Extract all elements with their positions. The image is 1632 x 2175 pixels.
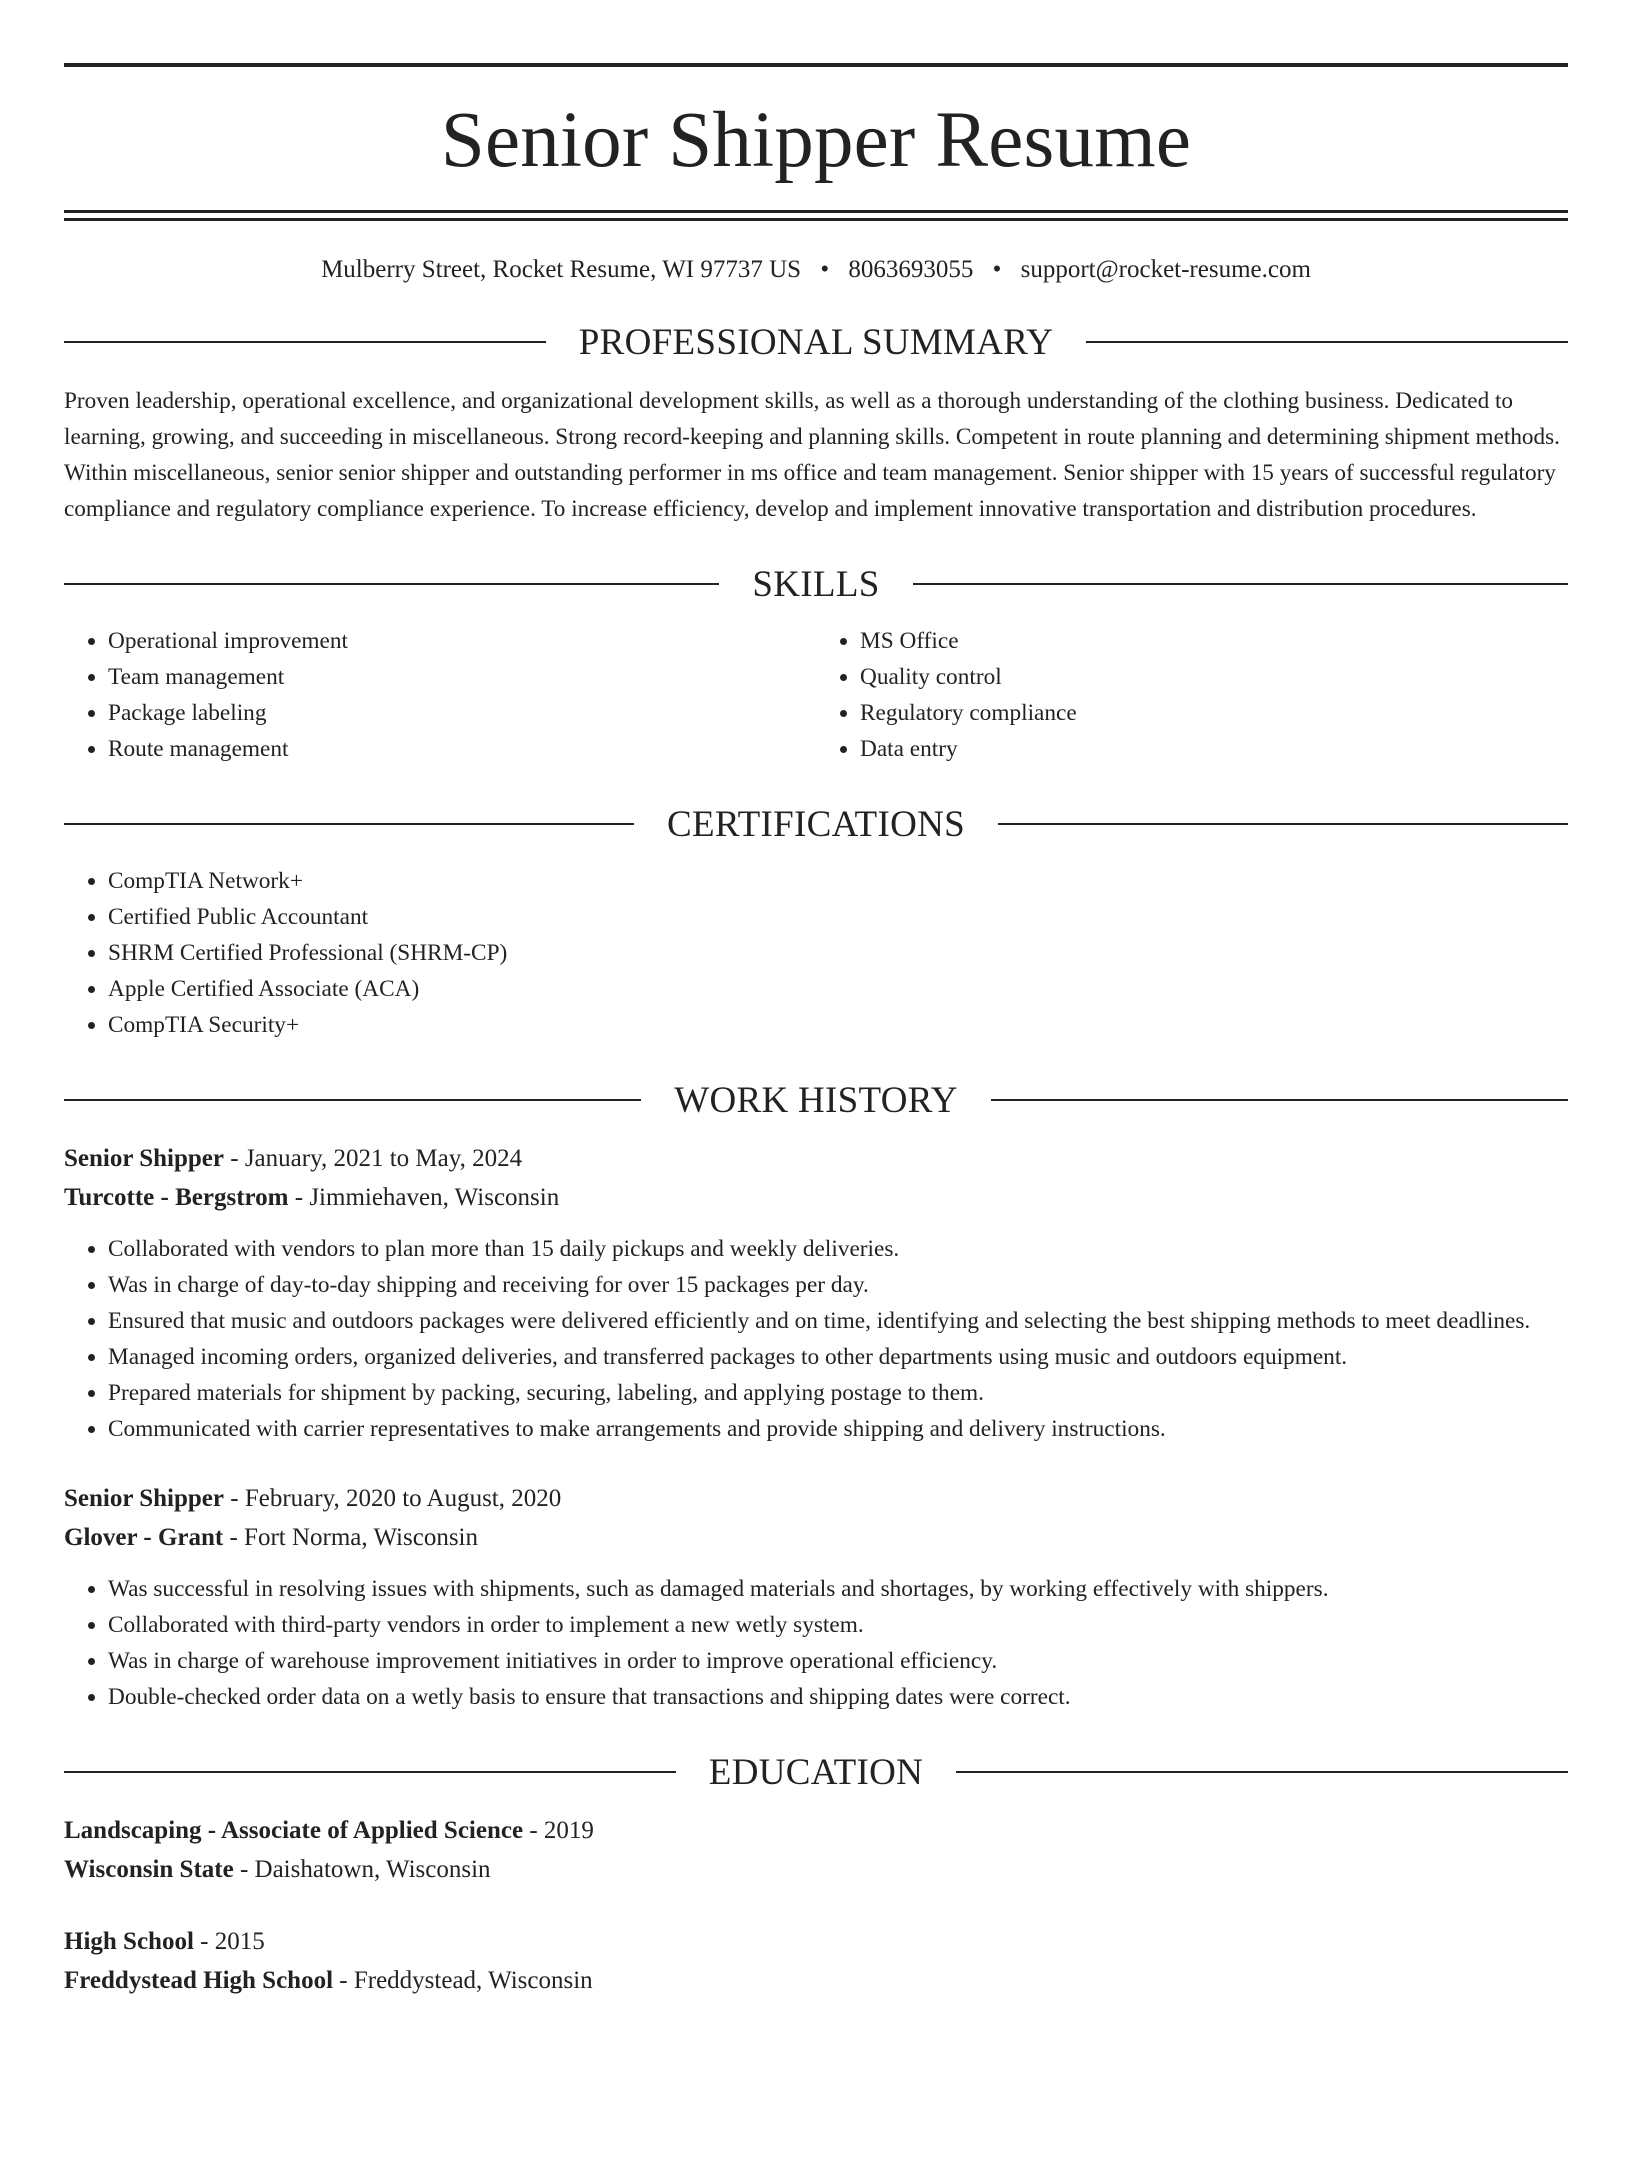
skill-item: • Route management [108, 731, 816, 767]
section-heading-certifications [64, 799, 1568, 849]
contact-line [64, 255, 1568, 285]
job-title: Senior Shipper [64, 1145, 224, 1172]
education-location: - Daishatown, Wisconsin [233, 1856, 491, 1883]
section-title: CERTIFICATIONS [667, 803, 965, 845]
job-bullet: • Was in charge of day-to-day shipping and receiving for over 15 packages per day. [108, 1267, 1568, 1303]
job-title-line [64, 1139, 1568, 1178]
job-entry [64, 1139, 1568, 1447]
certification-item: • SHRM Certified Professional (SHRM-CP) [108, 935, 1568, 971]
resume-page [0, 63, 1632, 2175]
section-title: SKILLS [752, 563, 880, 605]
job-bullet: • Managed incoming orders, organized deliveries, and transferred packages to other departments using music and outdoors equipment. [108, 1339, 1568, 1375]
job-company-line [64, 1518, 1568, 1557]
heading-rule [913, 583, 1568, 585]
heading-rule [64, 823, 634, 825]
job-company-line [64, 1178, 1568, 1217]
skill-item: • Quality control [860, 659, 1568, 695]
job-dates: - January, 2021 to May, 2024 [224, 1145, 523, 1172]
job-bullets [64, 1571, 1568, 1715]
section-heading-skills [64, 559, 1568, 609]
certifications-list [64, 863, 1568, 1043]
heading-rule [991, 1099, 1568, 1101]
job-bullet: • Collaborated with third-party vendors in order to implement a new wetly system. [108, 1607, 1568, 1643]
education-year: - 2019 [523, 1817, 594, 1844]
section-heading-summary [64, 317, 1568, 367]
job-company: Turcotte - Bergstrom [64, 1184, 289, 1211]
job-location: - Jimmiehaven, Wisconsin [288, 1184, 560, 1211]
heading-rule [998, 823, 1568, 825]
education-entry [64, 1922, 1568, 2000]
education-entry [64, 1811, 1568, 1889]
job-bullet: • Was in charge of warehouse improvement initiatives in order to improve operational efficiency. [108, 1643, 1568, 1679]
certification-bullets [64, 863, 1568, 1043]
section-heading-work [64, 1075, 1568, 1125]
heading-rule [64, 341, 546, 343]
section-title: PROFESSIONAL SUMMARY [578, 321, 1054, 363]
certification-item: • CompTIA Network+ [108, 863, 1568, 899]
job-location: - Fort Norma, Wisconsin [223, 1524, 478, 1551]
job-bullets [64, 1231, 1568, 1447]
education-degree-line [64, 1922, 1568, 1961]
certification-item: • Certified Public Accountant [108, 899, 1568, 935]
education-degree: High School [64, 1928, 194, 1955]
job-dates: - February, 2020 to August, 2020 [224, 1485, 562, 1512]
job-title-line [64, 1479, 1568, 1518]
education-school-line [64, 1850, 1568, 1889]
education-school: Wisconsin State [64, 1856, 234, 1883]
heading-rule [64, 583, 719, 585]
skill-item: • Package labeling [108, 695, 816, 731]
section-title: WORK HISTORY [674, 1079, 958, 1121]
resume-title: Senior Shipper Resume [440, 97, 1192, 184]
heading-rule [1086, 341, 1568, 343]
education-location: - Freddystead, Wisconsin [333, 1967, 593, 1994]
job-company: Glover - Grant [64, 1524, 224, 1551]
section-heading-education [64, 1747, 1568, 1797]
certification-item: • CompTIA Security+ [108, 1007, 1568, 1043]
skill-item: • MS Office [860, 623, 1568, 659]
education-school: Freddystead High School [64, 1967, 334, 1994]
skill-item: • Team management [108, 659, 816, 695]
summary-text: Proven leadership, operational excellence, and organizational development skills, as well as a thorough understanding of the clothing business. Dedicated to learning, growing, and succeeding in miscellaneous. Strong record-keeping and planning skills. Competent in route planning and determining shipment methods. Within miscellaneous, senior senior shipper and outstanding performer in ms office and team management. Senior shipper with 15 years of successful regulatory compliance and regulatory compliance experience. To increase efficiency, develop and implement innovative transportation and distribution procedures. [64, 388, 1560, 522]
job-bullet: • Collaborated with vendors to plan more than 15 daily pickups and weekly deliveries. [108, 1231, 1568, 1267]
skills-list [64, 623, 1568, 767]
contact-phone: 8063693055 [848, 256, 974, 283]
job-bullet: • Double-checked order data on a wetly basis to ensure that transactions and shipping dates were correct. [108, 1679, 1568, 1715]
skill-item: • Data entry [860, 731, 1568, 767]
job-entry [64, 1479, 1568, 1715]
education-degree: Landscaping - Associate of Applied Science [64, 1817, 524, 1844]
skill-item: • Operational improvement [108, 623, 816, 659]
top-rule [64, 63, 1568, 67]
job-bullet: • Ensured that music and outdoors packages were delivered efficiently and on time, identifying and selecting the best shipping methods to meet deadlines. [108, 1303, 1568, 1339]
contact-separator: • [820, 256, 830, 283]
contact-separator: • [992, 256, 1002, 283]
job-bullet: • Was successful in resolving issues with shipments, such as damaged materials and shortages, by working effectively with shippers. [108, 1571, 1568, 1607]
education-year: - 2015 [193, 1928, 265, 1955]
skills-column-left [64, 623, 816, 767]
education-school-line [64, 1961, 1568, 2000]
section-title: EDUCATION [708, 1751, 924, 1793]
skill-item: • Regulatory compliance [860, 695, 1568, 731]
skills-column-right [816, 623, 1568, 767]
contact-address: Mulberry Street, Rocket Resume, WI 97737 US [321, 256, 802, 283]
heading-rule [64, 1771, 676, 1773]
job-title: Senior Shipper [64, 1485, 224, 1512]
job-bullet: • Prepared materials for shipment by packing, securing, labeling, and applying postage to them. [108, 1375, 1568, 1411]
education-degree-line [64, 1811, 1568, 1850]
contact-email: support@rocket-resume.com [1020, 256, 1311, 283]
double-rule [64, 210, 1568, 221]
certification-item: • Apple Certified Associate (ACA) [108, 971, 1568, 1007]
job-bullet: • Communicated with carrier representatives to make arrangements and provide shipping and delivery instructions. [108, 1411, 1568, 1447]
heading-rule [64, 1099, 641, 1101]
heading-rule [956, 1771, 1568, 1773]
